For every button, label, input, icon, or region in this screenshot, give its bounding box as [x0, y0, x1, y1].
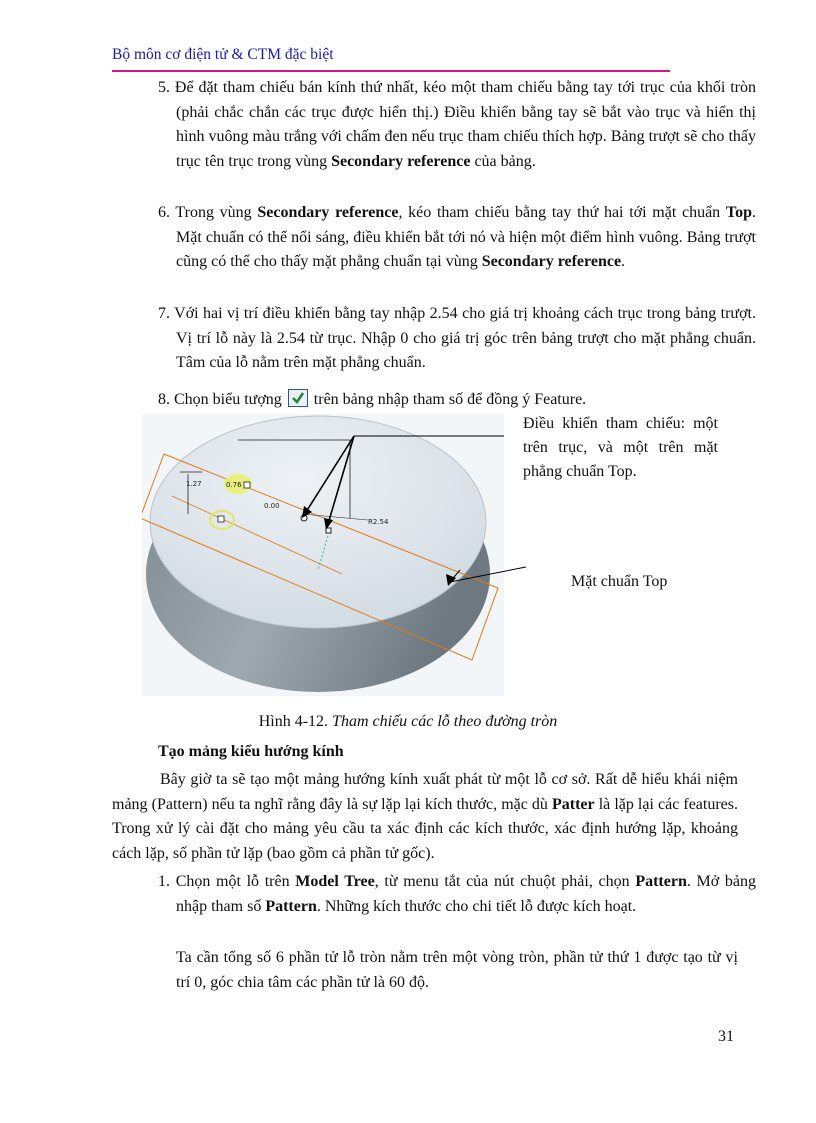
plane-leader-line: [450, 567, 526, 582]
handle-square-1: [244, 482, 250, 488]
section-heading: Tạo mảng kiểu hướng kính: [158, 743, 344, 760]
dim-label-4: R2.54: [368, 518, 389, 526]
step-6: 6. Trong vùng Secondary reference, kéo tham chiếu bằng tay thứ hai tới mặt chuẩn Top. Mặt chuẩn có thể nổi sáng, điều khiển bắt tới nó và hiện một điểm hình vuông. Bảng trượt cũng có thể cho thấy mặt phẳng chuẩn tại vùng Secondary reference.: [158, 204, 756, 270]
pattern-step-1: 1. Chọn một lỗ trên Model Tree, từ menu tắt của nút chuột phải, chọn Pattern. Mở bảng nhập tham số Pattern. Những kích thước cho chi tiết lỗ được kích hoạt.: [158, 873, 757, 915]
pattern-step-1-note: Ta cần tổng số 6 phần tử lỗ tròn nằm trên một vòng tròn, phần tử thứ 1 được tạo từ vị trí 0, góc chia tâm các phần tử là 60 độ.: [176, 949, 738, 991]
step-8: 8. Chọn biểu tượng trên bảng nhập tham số để đồng ý Feature.: [158, 391, 587, 408]
handle-square-2: [218, 516, 224, 522]
page-header-title: Bộ môn cơ điện tử & CTM đặc biệt: [112, 46, 334, 63]
step-7: 7. Với hai vị trí điều khiển bằng tay nhập 2.54 cho giá trị khoảng cách trục trong bảng trượt. Vị trí lỗ này là 2.54 từ trục. Nhập 0 cho giá trị góc trên bảng trượt cho mặt phẳng chuẩn. Tâm của lỗ nằm trên mặt phẳng chuẩn.: [158, 305, 756, 371]
checkmark-icon: [288, 389, 308, 407]
figure-caption: Hình 4-12. Tham chiếu các lỗ theo đường tròn: [258, 713, 558, 730]
figure-label-plane: Mặt chuẩn Top: [571, 573, 668, 590]
disc-top-surface: [150, 416, 486, 628]
step-5: 5. Để đặt tham chiếu bán kính thứ nhất, kéo một tham chiếu bằng tay tới trục của khối tròn (phải chắc chắn các trục được hiển thị.) Điều khiển bằng tay sẽ bắt vào trục và hiển thị hình vuông màu trắng với chấm đen nếu trục tham chiếu thích hợp. Bảng trượt sẽ cho thấy trục tên trục trong vùng Secondary reference của bảng.: [158, 79, 757, 170]
page-number: 31: [718, 1028, 734, 1045]
section-paragraph: Bây giờ ta sẽ tạo một mảng hướng kính xuất phát từ một lỗ cơ sở. Rất dễ hiểu khái niệm mảng (Pattern) nếu ta nghĩ rằng đây là sự lặp lại kích thước, mặc dù Patter là lặp lại các features. Trong xử lý cài đặt cho mảng yêu cầu ta xác định các kích thước, xác định hướng lặp, khoảng cách lặp, số phần tử lặp (bao gồm cả phần tử gốc).: [112, 771, 738, 862]
figure-label-axis: Điều khiển tham chiếu: một trên trục, và một trên mặt phẳng chuẩn Top.: [523, 415, 718, 480]
cad-disc-figure: [142, 414, 504, 696]
plane-leader-svg: [440, 566, 530, 586]
dim-label-1: 1.27: [186, 480, 202, 488]
dim-label-3: 0.00: [264, 502, 280, 510]
header-divider: [112, 70, 670, 72]
dim-label-2: 0.76: [226, 481, 242, 489]
